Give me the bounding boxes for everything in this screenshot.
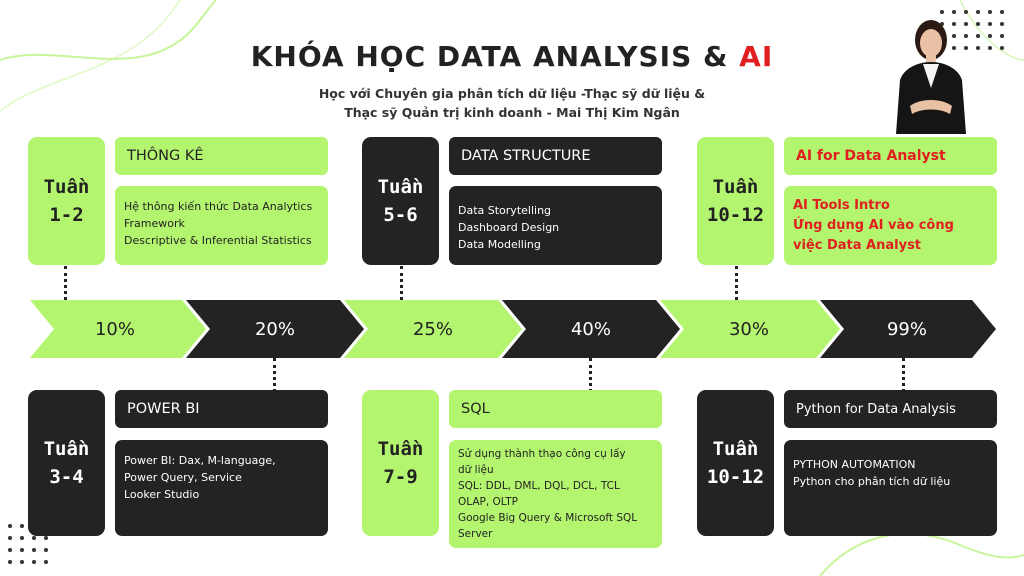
subtitle	[250, 84, 774, 122]
module-header-ai: AI for Data Analyst	[784, 137, 997, 175]
module-header-statistics: THÔNG KÊ	[115, 137, 328, 175]
week-badge-7-9: Tuần 7-9	[362, 390, 439, 536]
week-badge-10-12-bottom: Tuần 10-12	[697, 390, 774, 536]
week-badge-5-6: Tuần 5-6	[362, 137, 439, 265]
week-badge-1-2: Tuần 1-2	[28, 137, 105, 265]
module-header-sql: SQL	[449, 390, 662, 428]
module-header-python: Python for Data Analysis	[784, 390, 997, 428]
subtitle-line-2: Thạc sỹ Quản trị kinh doanh - Mai Thị Kim Ngân	[344, 105, 680, 120]
module-header-power-bi: POWER BI	[115, 390, 328, 428]
connector	[64, 266, 67, 300]
timeline-label-5: 30%	[728, 318, 769, 340]
timeline-label-1: 10%	[94, 318, 135, 340]
instructor-photo	[890, 10, 972, 134]
module-desc-python: PYTHON AUTOMATION Python cho phân tích dữ liệu	[784, 440, 997, 536]
timeline-label-6: 99%	[886, 318, 927, 340]
connector	[735, 266, 738, 300]
week-badge-10-12-top: Tuần 10-12	[697, 137, 774, 265]
timeline-label-3: 25%	[412, 318, 453, 340]
module-desc-ai: AI Tools Intro Ứng dụng AI vào công việc Data Analyst	[784, 186, 997, 265]
title-accent: AI	[739, 40, 774, 73]
connector	[400, 266, 403, 300]
page-title: KHÓA HỌC DATA ANALYSIS & AI	[250, 40, 774, 73]
connector	[589, 358, 592, 392]
module-header-data-structure: DATA STRUCTURE	[449, 137, 662, 175]
subtitle-line-1: Học với Chuyên gia phân tích dữ liệu -Thạc sỹ dữ liệu &	[318, 86, 706, 101]
timeline-label-4: 40%	[570, 318, 611, 340]
connector	[902, 358, 905, 392]
module-desc-statistics: Hệ thông kiến thức Data Analytics Framework Descriptive & Inferential Statistics	[115, 186, 328, 265]
timeline-label-2: 20%	[254, 318, 295, 340]
module-desc-power-bi: Power BI: Dax, M-language, Power Query, Service Looker Studio	[115, 440, 328, 536]
module-desc-data-structure: Data Storytelling Dashboard Design Data Modelling	[449, 186, 662, 265]
module-desc-sql: Sử dụng thành thạo công cụ lấy dữ liệu SQL: DDL, DML, DQL, DCL, TCL OLAP, OLTP Google Big Query & Microsoft SQL Server	[449, 440, 662, 548]
week-badge-3-4: Tuần 3-4	[28, 390, 105, 536]
connector	[273, 358, 276, 392]
